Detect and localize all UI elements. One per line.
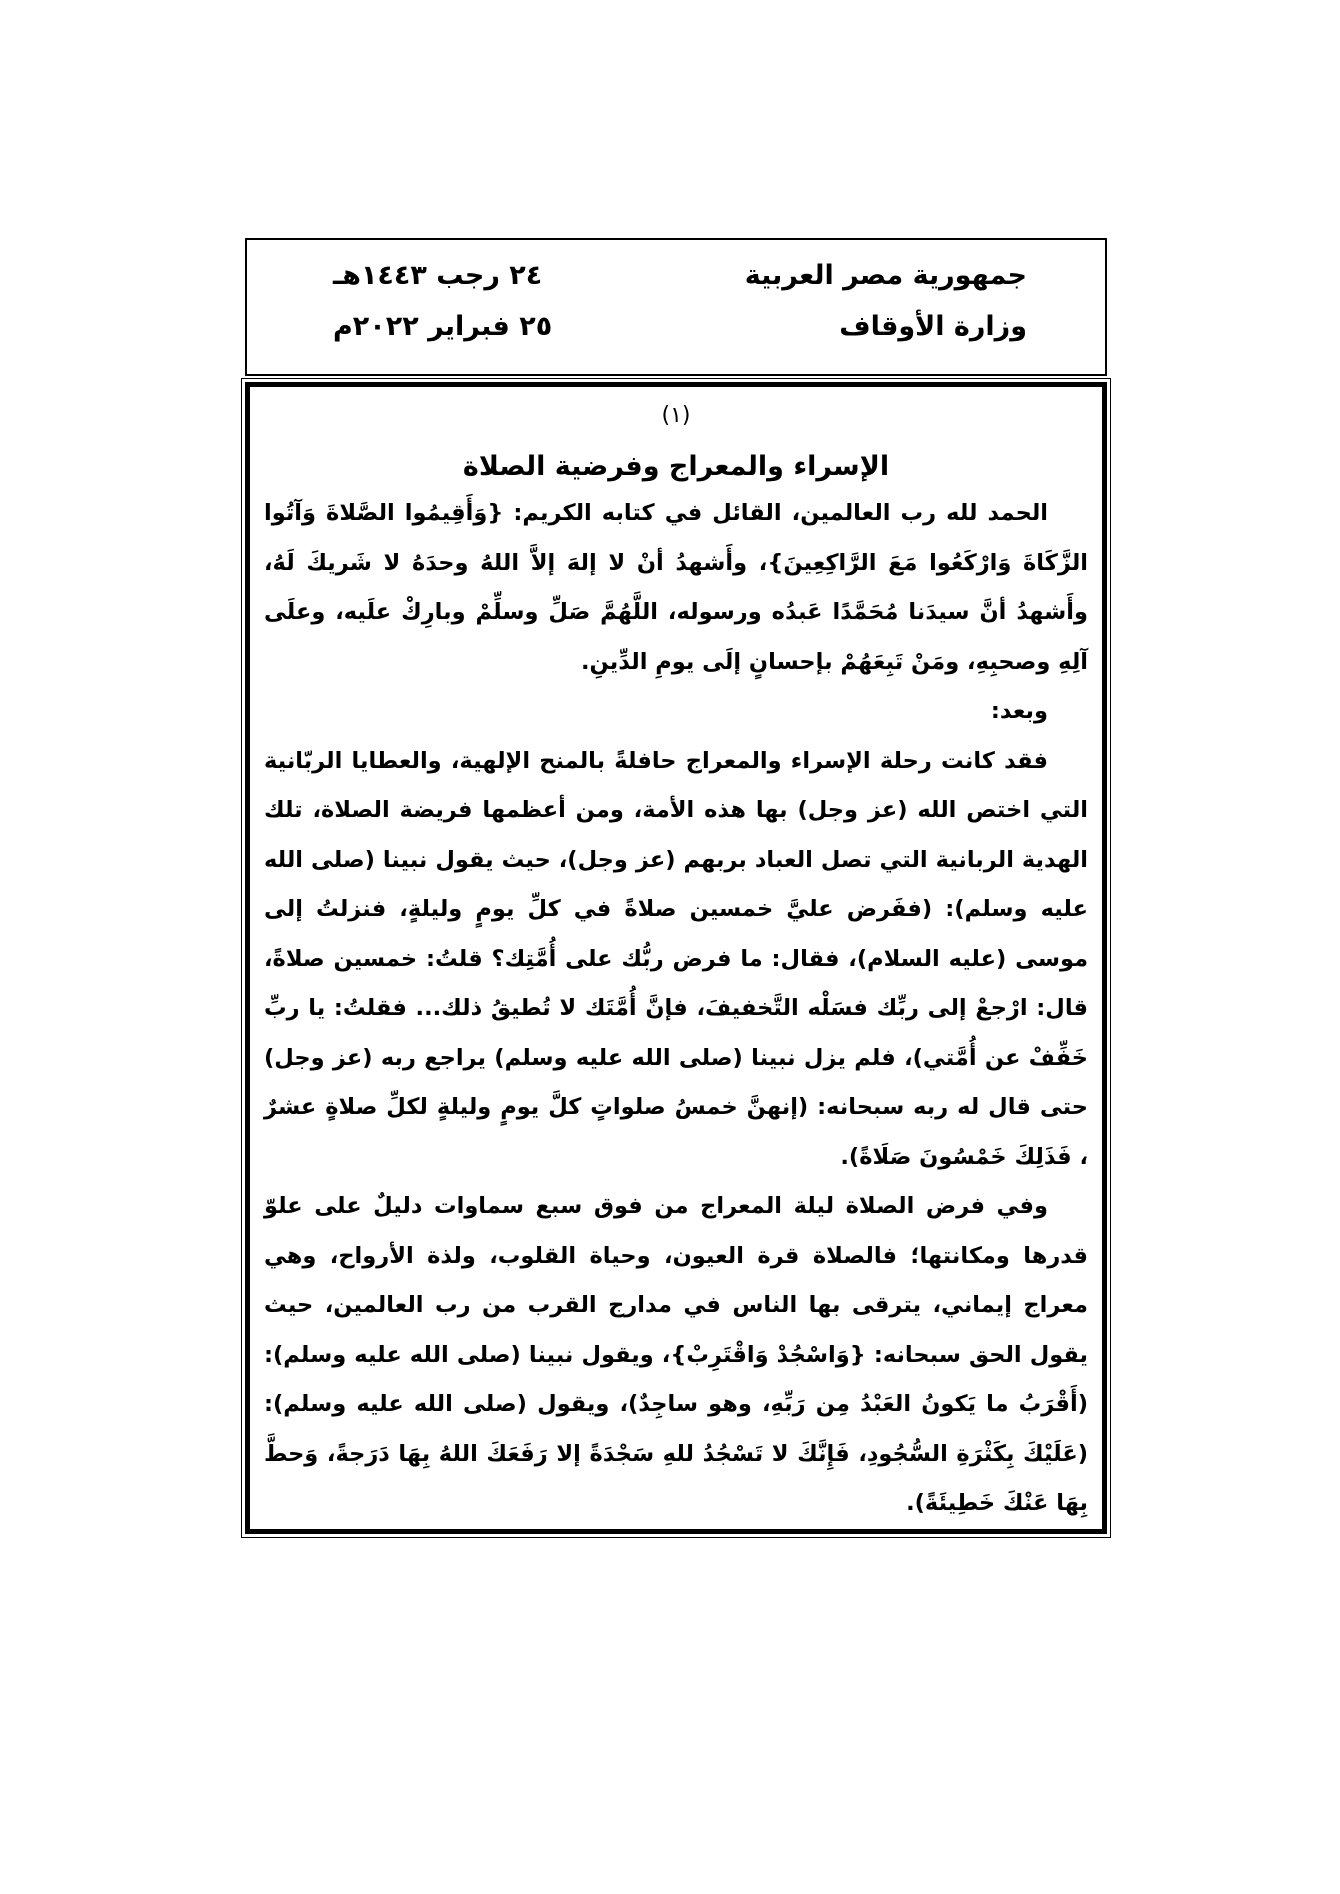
page-number: (١): [661, 403, 691, 428]
paragraph-prayer-status: وفي فرض الصلاة ليلة المعراج من فوق سبع سماوات دليلٌ على علوّ قدرها ومكانتها؛ فالصلاة قرة العيون، وحياة القلوب، ولذة الأرواح، وهي معراج إيماني، يترقى بها الناس في مدارج القرب من رب العالمين، حيث يقول الحق سبحانه: {وَاسْجُدْ وَاقْتَرِبْ}، ويقول نبينا (صلى الله عليه وسلم): (أَقْرَبُ ما يَكونُ العَبْدُ مِن رَبِّهِ، وهو ساجِدٌ)، ويقول (صلى الله عليه وسلم): (عَلَيْكَ بِكَثْرَةِ السُّجُودِ، فَإِنَّكَ لا تَسْجُدُ للهِ سَجْدَةً إلا رَفَعَكَ اللهُ بِهَا دَرَجةً، وَحطَّ بِهَا عَنْكَ خَطِيئَةً).: [264, 1193, 1088, 1516]
paragraph-isra-miraj: فقد كانت رحلة الإسراء والمعراج حافلةً بالمنح الإلهية، والعطايا الربّانية التي اختص الله (عز وجل) بها هذه الأمة، ومن أعظمها فريضة الصلاة، تلك الهدية الربانية التي تصل العباد بربهم (عز وجل)، حيث يقول نبينا (صلى الله عليه وسلم): (ففَرض عليَّ خمسين صلاةً في كلِّ يومٍ وليلةٍ، فنزلتُ إلى موسى (عليه السلام)، فقال: ما فرض ربُّك على أُمَّتِك؟ قلتُ: خمسين صلاةً، قال: ارْجعْ إلى ربِّك فسَلْه التَّخفيفَ، فإنَّ أُمَّتَك لا تُطيقُ ذلك... فقلتُ: يا ربِّ خَفِّفْ عن أُمَّتي)، فلم يزل نبينا (صلى الله عليه وسلم) يراجع ربه (عز وجل) حتى قال له ربه سبحانه: (إنهنَّ خمسُ صلواتٍ كلَّ يومٍ وليلةٍ لكلِّ صلاةٍ عشرٌ ، فَذَلِكَ خَمْسُونَ صَلَاةً).: [264, 747, 1088, 1170]
gregorian-date: ٢٥ فبراير ٢٠٢٢م: [333, 311, 553, 342]
sermon-body-box: [245, 382, 1107, 1534]
hijri-date: ٢٤ رجب ١٤٤٣هـ: [333, 260, 543, 291]
sermon-content: [264, 489, 1088, 1529]
header-box: [245, 238, 1107, 376]
country-name: جمهورية مصر العربية: [744, 260, 1027, 291]
paragraph-transition: وبعد:: [990, 698, 1048, 724]
paragraph-opening: الحمد لله رب العالمين، القائل في كتابه الكريم: {وَأَقِيمُوا الصَّلاةَ وَآتُوا الزَّكَاةَ وَارْكَعُوا مَعَ الرَّاكِعِينَ}، وأَشهدُ أنْ لا إلهَ إلاَّ اللهُ وحدَهُ لا شَريكَ لَهُ، وأَشهدُ أنَّ سيدَنا مُحَمَّدًا عَبدُه ورسوله، اللَّهُمَّ صَلِّ وسلِّمْ وبارِكْ علَيه، وعلَى آلِهِ وصحبِهِ، ومَنْ تَبِعَهُمْ بإحسانٍ إلَى يومِ الدِّينِ.: [264, 500, 1088, 675]
ministry-name: وزارة الأوقاف: [839, 311, 1027, 342]
sermon-title: الإسراء والمعراج وفرضية الصلاة: [462, 451, 890, 482]
